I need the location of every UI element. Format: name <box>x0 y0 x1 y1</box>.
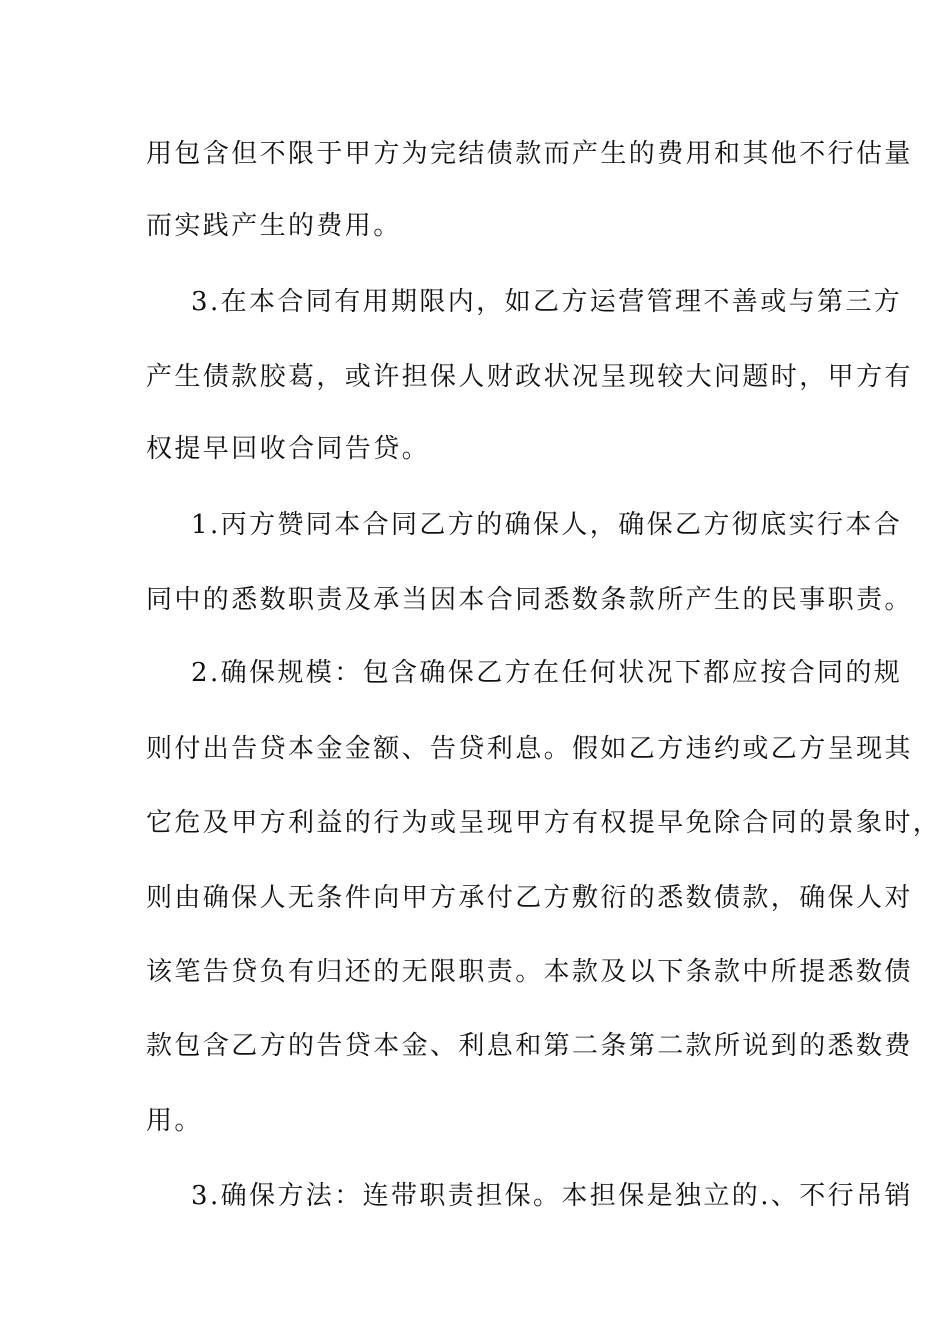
text-line: 2.确保规模：包含确保乙方在任何状况下都应按合同的规 <box>191 658 903 688</box>
text-line: 1.丙方赞同本合同乙方的确保人，确保乙方彻底实行本合 <box>191 510 903 540</box>
text-line: 款包含乙方的告贷本金、利息和第二条第二款所说到的悉数费 <box>146 1031 913 1061</box>
text-line: 产生债款胶葛，或许担保人财政状况呈现较大问题时，甲方有 <box>146 362 913 392</box>
text-line: 用。 <box>146 1106 203 1136</box>
text-line: 则付出告贷本金金额、告贷利息。假如乙方违约或乙方呈现其 <box>146 734 913 764</box>
text-line: 3.在本合同有用期限内，如乙方运营管理不善或与第三方 <box>191 287 903 317</box>
text-line: 它危及甲方利益的行为或呈现甲方有权提早免除合同的景象时， <box>146 808 942 838</box>
text-line: 权提早回收合同告贷。 <box>146 434 431 464</box>
text-line: 该笔告贷负有归还的无限职责。本款及以下条款中所提悉数债 <box>146 957 913 987</box>
text-line: 则由确保人无条件向甲方承付乙方敷衍的悉数债款，确保人对 <box>146 883 913 913</box>
text-line: 而实践产生的费用。 <box>146 211 402 241</box>
text-line: 同中的悉数职责及承当因本合同悉数条款所产生的民事职责。 <box>146 585 913 615</box>
text-line: 用包含但不限于甲方为完结债款而产生的费用和其他不行估量 <box>146 139 913 169</box>
text-line: 3.确保方法：连带职责担保。本担保是独立的.、不行吊销 <box>191 1181 913 1211</box>
